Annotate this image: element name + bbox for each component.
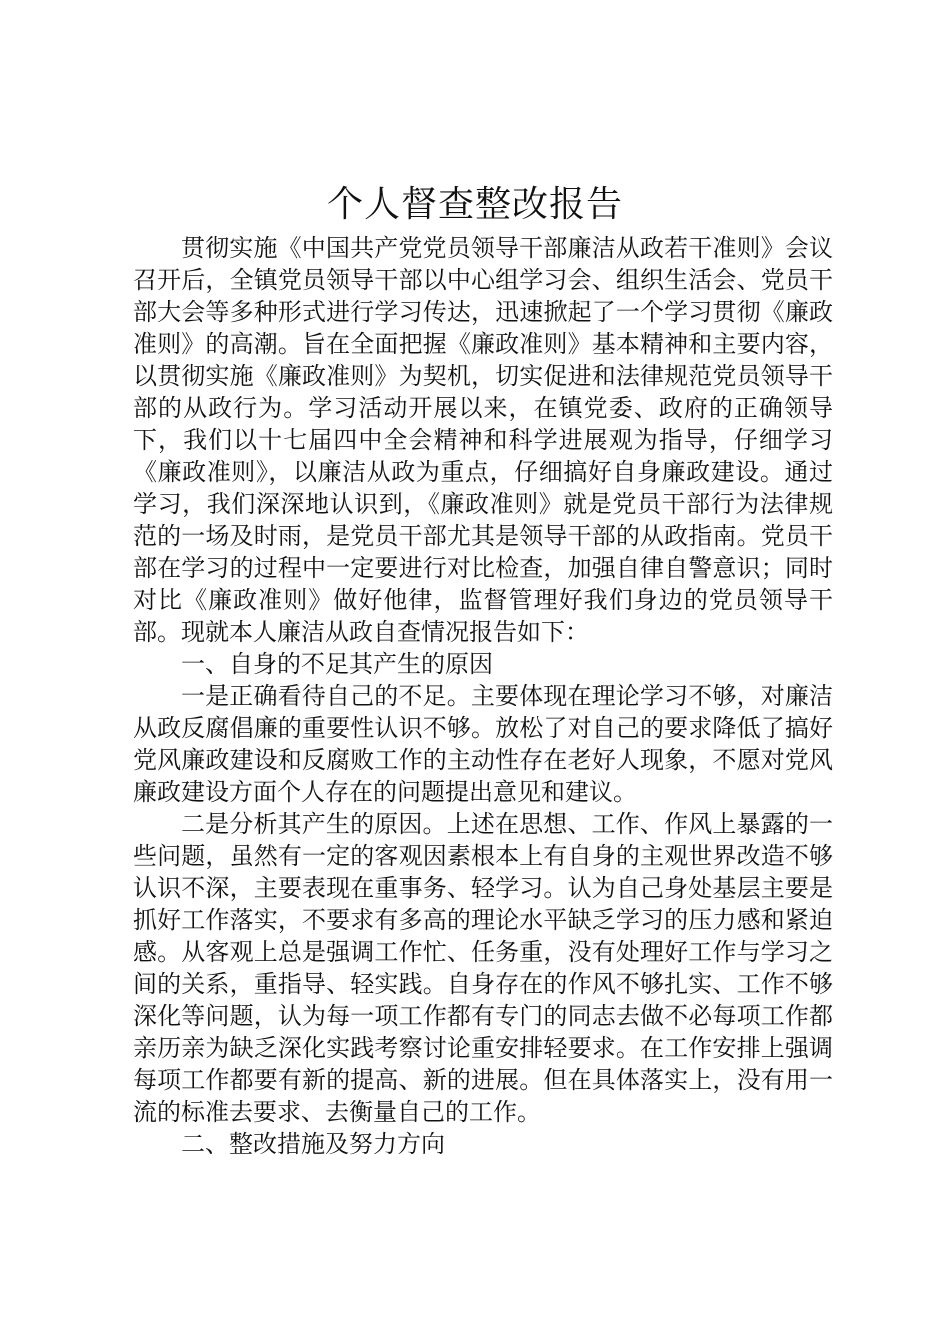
paragraph-shortcomings: 一是正确看待自己的不足。主要体现在理论学习不够，对廉洁从政反腐倡廉的重要性认识不够。放松了对自己的要求降低了搞好党风廉政建设和反腐败工作的主动性存在老好人现象，不愿对党风廉政建设方面个人存在的问题提出意见和建议。: [133, 682, 833, 806]
intro-paragraph: 贯彻实施《中国共产党党员领导干部廉洁从政若干准则》会议召开后，全镇党员领导干部以中心组学习会、组织生活会、党员干部大会等多种形式进行学习传达，迅速掀起了一个学习贯彻《廉政准则》的高潮。旨在全面把握《廉政准则》基本精神和主要内容，以贯彻实施《廉政准则》为契机，切实促进和法律规范党员领导干部的从政行为。学习活动开展以来，在镇党委、政府的正确领导下，我们以十七届四中全会精神和科学进展观为指导，仔细学习《廉政准则》，以廉洁从政为重点，仔细搞好自身廉政建设。通过学习，我们深深地认识到，《廉政准则》就是党员干部行为法律规范的一场及时雨，是党员干部尤其是领导干部的从政指南。党员干部在学习的过程中一定要进行对比检查，加强自律自警意识；同时对比《廉政准则》做好他律，监督管理好我们身边的党员领导干部。现就本人廉洁从政自查情况报告如下：: [133, 234, 833, 646]
document-body: [133, 232, 833, 1160]
document-title: 个人督查整改报告: [326, 184, 623, 225]
section-heading-shortcomings: 一、自身的不足其产生的原因: [181, 650, 493, 678]
paragraph-causes: 二是分析其产生的原因。上述在思想、工作、作风上暴露的一些问题，虽然有一定的客观因素根本上有自身的主观世界改造不够认识不深，主要表现在重事务、轻学习。认为自己身处基层主要是抓好工作落实，不要求有多高的理论水平缺乏学习的压力感和紧迫感。从客观上总是强调工作忙、任务重，没有处理好工作与学习之间的关系，重指导、轻实践。自身存在的作风不够扎实、工作不够深化等问题，认为每一项工作都有专门的同志去做不必每项工作都亲历亲为缺乏深化实践考察讨论重安排轻要求。在工作安排上强调每项工作都要有新的提高、新的进展。但在具体落实上，没有用一流的标准去要求、去衡量自己的工作。: [133, 810, 833, 1126]
section-heading-measures: 二、整改措施及努力方向: [181, 1130, 445, 1158]
